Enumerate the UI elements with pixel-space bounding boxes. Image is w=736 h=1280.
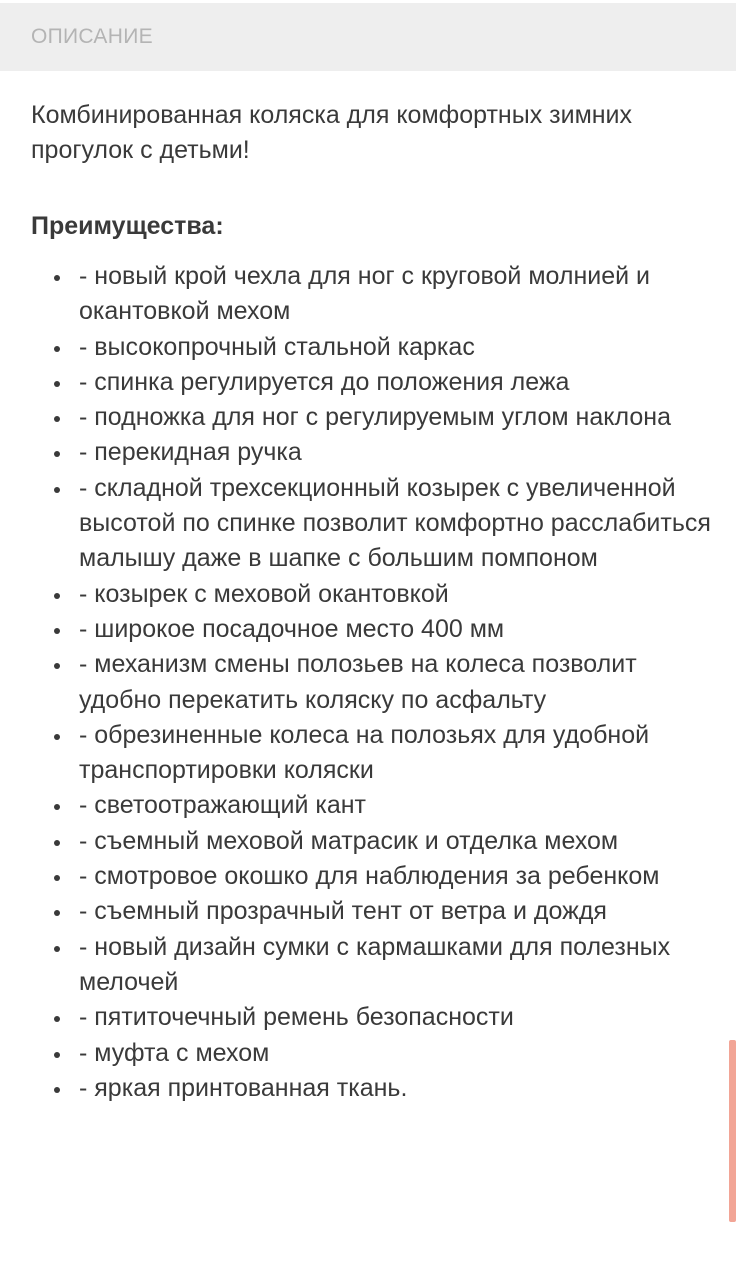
benefit-item: - подножка для ног с регулируемым углом наклона bbox=[31, 400, 711, 435]
description-intro: Комбинированная коляска для комфортных зимних прогулок с детьми! bbox=[31, 101, 633, 164]
benefit-item: - высокопрочный стальной каркас bbox=[31, 330, 711, 365]
benefit-item: - спинка регулируется до положения лежа bbox=[31, 365, 711, 400]
benefit-item: - козырек с меховой окантовкой bbox=[31, 577, 711, 612]
benefit-item: - перекидная ручка bbox=[31, 435, 711, 470]
benefit-item: - светоотражающий кант bbox=[31, 788, 711, 823]
benefits-list bbox=[31, 259, 711, 1106]
benefit-item: - смотровое окошко для наблюдения за ребенком bbox=[31, 859, 711, 894]
description-content bbox=[31, 98, 711, 1106]
description-section-header[interactable] bbox=[0, 3, 736, 71]
benefit-item: - пятиточечный ремень безопасности bbox=[31, 1000, 711, 1035]
benefit-item: - механизм смены полозьев на колеса позволит удобно перекатить коляску по асфальту bbox=[31, 647, 711, 718]
benefit-item: - складной трехсекционный козырек с увеличенной высотой по спинке позволит комфортно расслабиться малышу даже в шапке с большим помпоном bbox=[31, 471, 711, 577]
benefit-item: - съемный меховой матрасик и отделка мехом bbox=[31, 824, 711, 859]
benefit-item: - съемный прозрачный тент от ветра и дождя bbox=[31, 894, 711, 929]
benefit-item: - новый дизайн сумки с кармашками для полезных мелочей bbox=[31, 930, 711, 1001]
benefit-item: - яркая принтованная ткань. bbox=[31, 1071, 711, 1106]
benefit-item: - новый крой чехла для ног с круговой молнией и окантовкой мехом bbox=[31, 259, 711, 330]
benefit-item: - обрезиненные колеса на полозьях для удобной транспортировки коляски bbox=[31, 718, 711, 789]
benefit-item: - муфта с мехом bbox=[31, 1036, 711, 1071]
scrollbar-thumb[interactable] bbox=[729, 1040, 736, 1222]
benefits-heading: Преимущества: bbox=[31, 212, 224, 240]
section-title: ОПИСАНИЕ bbox=[31, 25, 153, 48]
benefit-item: - широкое посадочное место 400 мм bbox=[31, 612, 711, 647]
